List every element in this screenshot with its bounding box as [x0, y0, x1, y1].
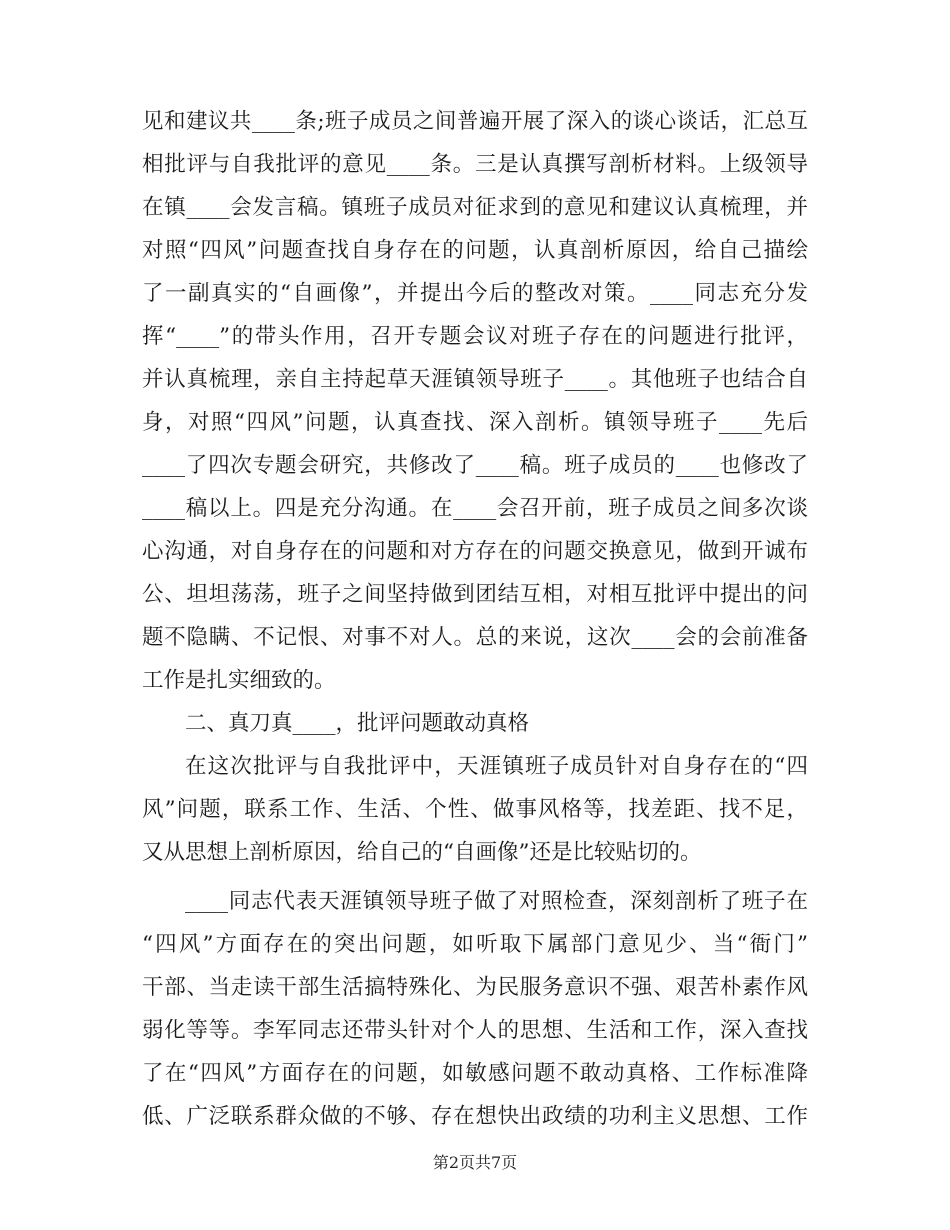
text-line-24: 低、广泛联系群众做的不够、存在想快出政绩的功利主义思想、工作 — [142, 1104, 808, 1129]
text-line-1: 见和建议共____条;班子成员之间普遍开展了深入的谈心谈话，汇总互 — [142, 109, 808, 134]
text-line-22: 弱化等等。李军同志还带头针对个人的思想、生活和工作，深入查找 — [142, 1018, 808, 1043]
text-line-4: 对照“四风”问题查找自身存在的问题，认真剖析原因，给自己描绘 — [142, 238, 808, 263]
section-heading: 二、真刀真____，批评问题敢动真格 — [185, 711, 530, 736]
text-line-21: 干部、当走读干部生活搞特殊化、为民服务意识不强、艰苦朴素作风 — [142, 975, 808, 1000]
paragraph-start-2: ____同志代表天涯镇领导班子做了对照检查，深刻剖析了班子在 — [185, 889, 808, 914]
text-line-17: 风”问题，联系工作、生活、个性、做事风格等，找差距、找不足， — [142, 797, 808, 822]
text-line-23: 了在“四风”方面存在的问题，如敏感问题不敢动真格、工作标准降 — [142, 1061, 808, 1086]
page-number-footer: 第2页共7页 — [432, 1153, 518, 1172]
text-line-12: 公、坦坦荡荡，班子之间坚持做到团结互相，对相互批评中提出的问 — [142, 582, 808, 607]
text-line-18: 又从思想上剖析原因，给自己的“自画像”还是比较贴切的。 — [142, 840, 702, 865]
text-line-13: 题不隐瞒、不记恨、对事不对人。总的来说，这次____会的会前准备 — [142, 625, 808, 650]
text-line-7: 并认真梳理，亲自主持起草天涯镇领导班子____。其他班子也结合自 — [142, 367, 808, 392]
document-body — [142, 100, 808, 1138]
text-line-9: ____了四次专题会研究，共修改了____稿。班子成员的____也修改了 — [142, 453, 808, 478]
text-line-2: 相批评与自我批评的意见____条。三是认真撰写剖析材料。上级领导 — [142, 152, 808, 177]
text-line-11: 心沟通，对自身存在的问题和对方存在的问题交换意见，做到开诚布 — [142, 539, 808, 564]
text-line-3: 在镇____会发言稿。镇班子成员对征求到的意见和建议认真梳理，并 — [142, 195, 808, 220]
text-line-6: 挥“____”的带头作用，召开专题会议对班子存在的问题进行批评， — [142, 324, 808, 349]
text-line-20: “四风”方面存在的突出问题，如听取下属部门意见少、当“衙门” — [142, 932, 808, 957]
text-line-14: 工作是扎实细致的。 — [142, 668, 336, 693]
text-line-5: 了一副真实的“自画像”，并提出今后的整改对策。____同志充分发 — [142, 281, 808, 306]
text-line-8: 身，对照“四风”问题，认真查找、深入剖析。镇领导班子____先后 — [142, 410, 808, 435]
text-line-10: ____稿以上。四是充分沟通。在____会召开前，班子成员之间多次谈 — [142, 496, 808, 521]
paragraph-start-1: 在这次批评与自我批评中，天涯镇班子成员针对自身存在的“四 — [185, 754, 808, 779]
